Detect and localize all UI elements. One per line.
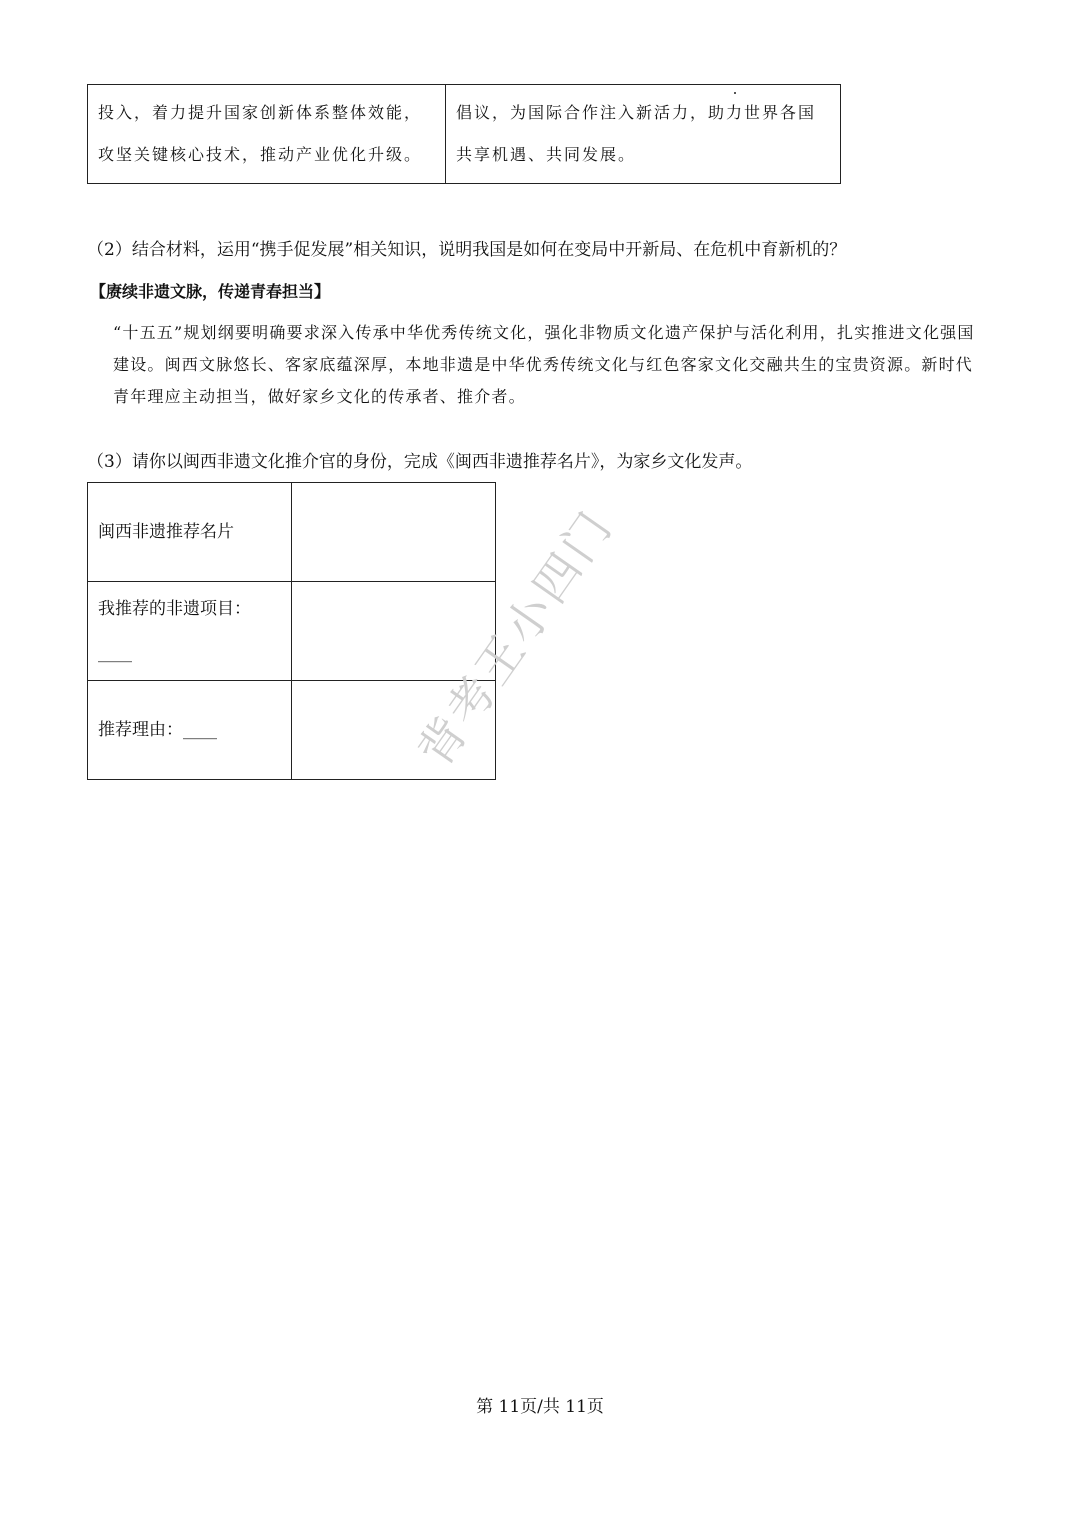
card-title-answer[interactable] — [292, 483, 496, 582]
card-project-label: 我推荐的非遗项目：____ — [88, 582, 292, 681]
table-cell-left: 投入，着力提升国家创新体系整体效能，攻坚关键核心技术，推动产业优化升级。 — [88, 85, 446, 184]
card-reason-label: 推荐理由：____ — [88, 681, 292, 780]
question-2: （2）结合材料，运用“携手促发展”相关知识，说明我国是如何在变局中开新局、在危机中育新机的？ — [87, 240, 847, 260]
section-title: 【赓续非遗文脉，传递青春担当】 — [90, 282, 331, 301]
table-cell-right: 倡议，为国际合作注入新活力，助力世界各国共享机遇、共同发展。 — [446, 85, 841, 184]
card-row — [88, 582, 496, 681]
question-3: （3）请你以闽西非遗文化推介官的身份，完成《闽西非遗推荐名片》，为家乡文化发声。 — [87, 452, 753, 472]
continued-table — [87, 84, 841, 184]
material-paragraph — [113, 317, 985, 413]
table-row — [88, 85, 841, 184]
page-footer: 第 11页/共 11页 — [476, 1397, 604, 1417]
watermark: 背考王小四门 — [407, 499, 624, 777]
card-title-label: 闽西非遗推荐名片 — [88, 483, 292, 582]
material-text: “十五五”规划纲要明确要求深入传承中华优秀传统文化，强化非物质文化遗产保护与活化利用，扎实推进文化强国建设。闽西文脉悠长、客家底蕴深厚，本地非遗是中华优秀传统文化与红色客家文化交融共生的宝贵资源。新时代青年理应主动担当，做好家乡文化的传承者、推介者。 — [113, 323, 975, 406]
card-row — [88, 483, 496, 582]
